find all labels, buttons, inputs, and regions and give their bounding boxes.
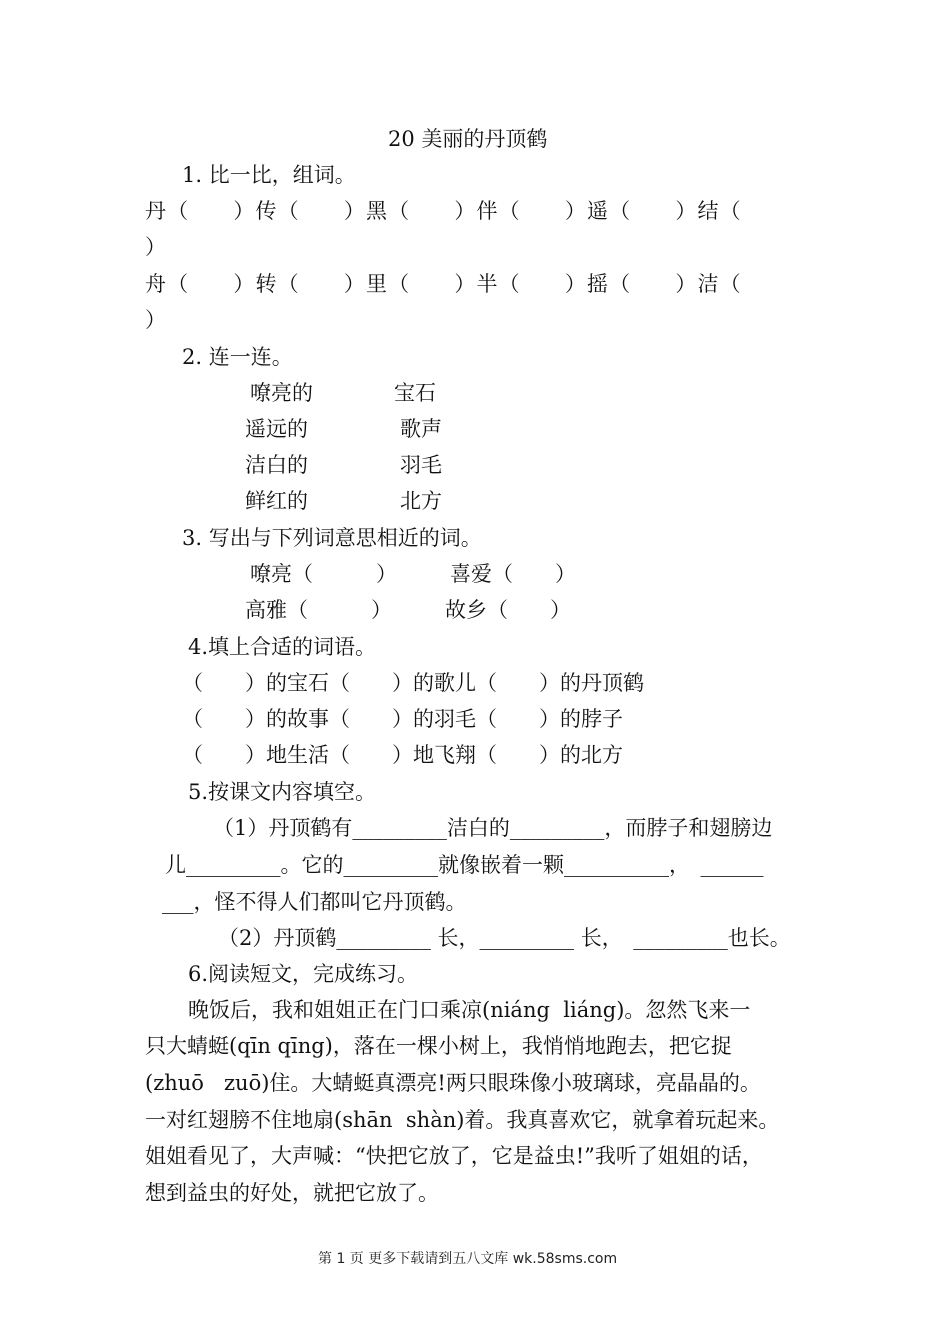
q2-left-4: 鲜红的 [245,489,308,513]
passage-line-1: 晚饭后，我和姐姐正在门口乘凉(niáng liáng)。忽然飞来一 [188,998,751,1022]
passage-line-5: 姐姐看见了，大声喊：“快把它放了，它是益虫!”我听了姐姐的话， [145,1144,763,1168]
q3-heading: 3. 写出与下列词意思相近的词。 [182,526,482,550]
q5-heading: 5.按课文内容填空。 [188,780,377,804]
q4-row-2: （ ）的故事（ ）的羽毛（ ）的脖子 [182,707,623,731]
q2-right-3: 羽毛 [400,453,442,477]
q3-row1-a: 嘹亮（ ） [250,562,397,586]
q2-heading: 2. 连一连。 [182,345,293,369]
q2-left-3: 洁白的 [245,453,308,477]
q3-row2-a: 高雅（ ） [245,598,392,622]
q2-right-2: 歌声 [400,417,442,441]
q2-right-1: 宝石 [394,381,436,405]
q2-right-4: 北方 [400,489,442,513]
page-title: 20 美丽的丹顶鹤 [388,127,548,151]
q5-p2: （2）丹顶鹤_________ 长，_________ 长， _________也长。 [218,926,791,950]
q1-row1: 丹（ ）传（ ）黑（ ）伴（ ）遥（ ）结（ [145,199,742,223]
passage-line-3: (zhuō zuō)住。大蜻蜓真漂亮!两只眼珠像小玻璃球，亮晶晶的。 [145,1071,761,1095]
q3-row2-b: 故乡（ ） [445,598,571,622]
q4-row-1: （ ）的宝石（ ）的歌儿（ ）的丹顶鹤 [182,671,644,695]
q1-row2: 舟（ ）转（ ）里（ ）半（ ）摇（ ）洁（ [145,272,742,296]
q4-heading: 4.填上合适的词语。 [188,635,377,659]
q3-row1-b: 喜爱（ ） [450,562,576,586]
q2-left-1: 嘹亮的 [250,381,313,405]
q1-row2-end: ） [145,308,166,332]
q2-left-2: 遥远的 [245,417,308,441]
q5-p1-line3: ___，怪不得人们都叫它丹顶鹤。 [162,890,467,914]
q6-heading: 6.阅读短文，完成练习。 [188,962,419,986]
q5-p1-line1: （1）丹顶鹤有_________洁白的_________，而脖子和翅膀边 [213,816,773,840]
passage-line-4: 一对红翅膀不住地扇(shān shàn)着。我真喜欢它，就拿着玩起来。 [145,1108,780,1132]
passage-line-6: 想到益虫的好处，就把它放了。 [145,1181,439,1205]
page-footer: 第 1 页 更多下载请到五八文库 wk.58sms.com [318,1251,618,1267]
q5-p1-line2: 儿_________。它的_________就像嵌着一颗__________， ______ [165,853,764,877]
q1-heading: 1. 比一比，组词。 [182,163,356,187]
q4-row-3: （ ）地生活（ ）地飞翔（ ）的北方 [182,743,623,767]
q1-row1-end: ） [145,235,166,259]
passage-line-2: 只大蜻蜓(qīn qīng)，落在一棵小树上，我悄悄地跑去，把它捉 [145,1034,732,1058]
